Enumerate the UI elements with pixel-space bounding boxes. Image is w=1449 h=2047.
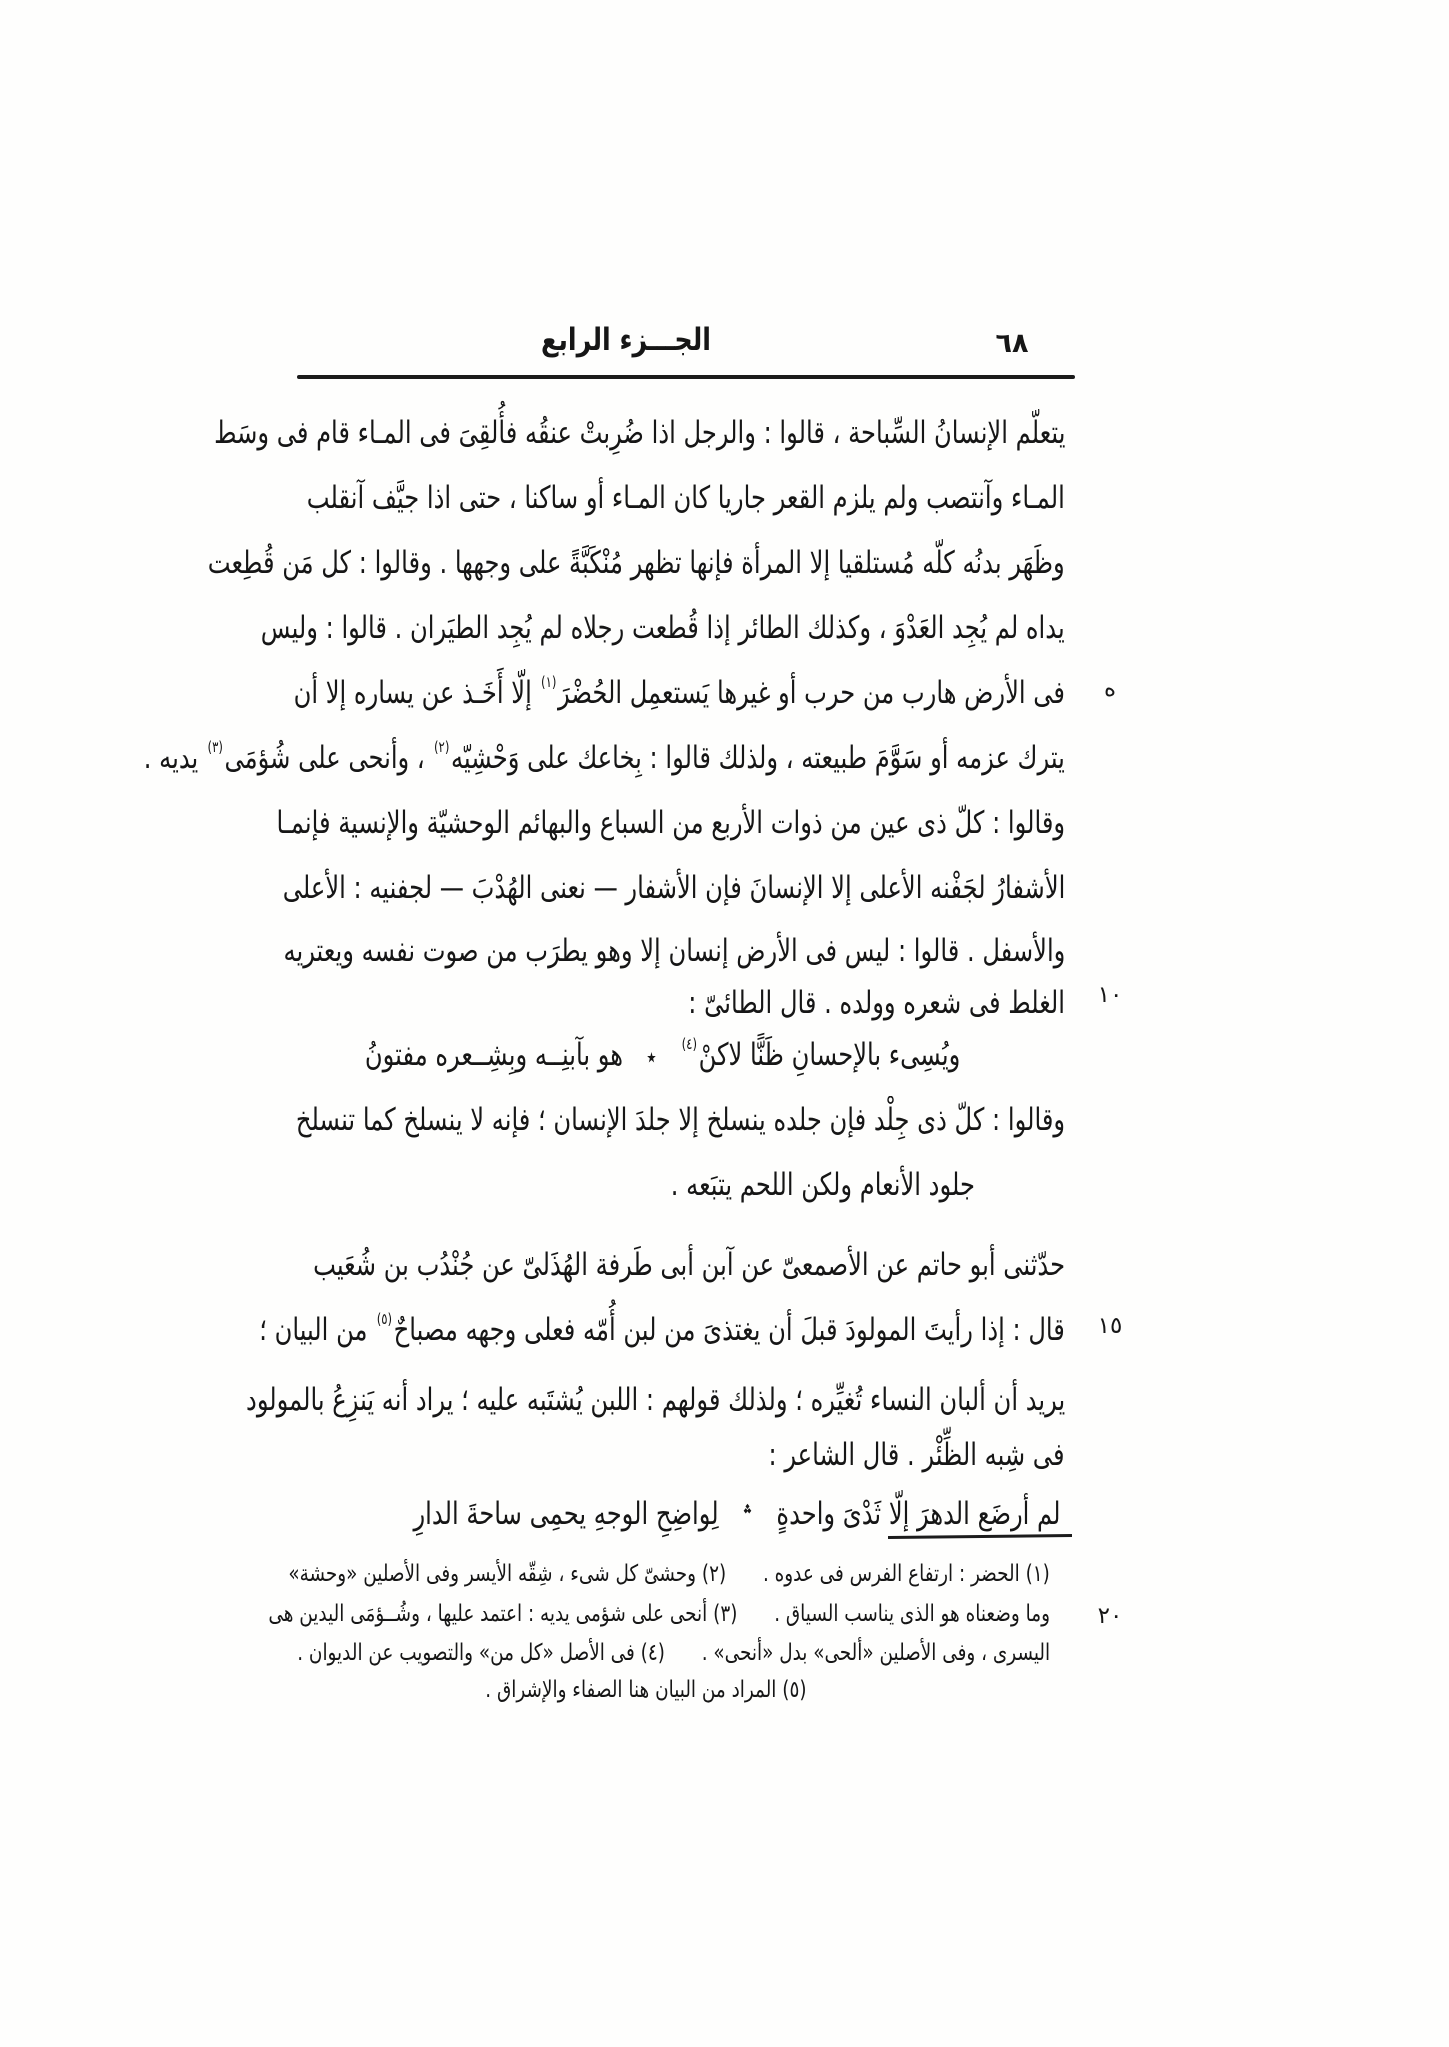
- margin-line-number-5: ه: [1103, 676, 1117, 702]
- footnote-line-2: وما وضعناه هو الذى يناسب السياق . (٣) أنحى على شؤمى يديه : اعتمد عليها ، وشُــؤمَى اليدين هى: [268, 1601, 1050, 1627]
- footnote-marker-5: (٥): [376, 1310, 393, 1328]
- body-line-6-text: يترك عزمه أو سَوَّمَ طبيعته ، ولذلك قالوا : بِخاعك على وَحْشِيّه: [451, 740, 1065, 776]
- body-line-6-text-end: يديه .: [143, 740, 207, 776]
- body-line-3: [208, 542, 1065, 584]
- footnote-marker-4: (٤): [681, 1035, 697, 1053]
- body-line-14-text: قال : إذا رأيتَ المولودَ قبلَ أن يغتذىَ من لبن أُمّه فعلى وجهه مصباحٌ: [393, 1312, 1065, 1348]
- footnote-separator-rule: [888, 1534, 1072, 1539]
- margin-line-number-10: ١٠: [1097, 982, 1123, 1008]
- body-line-15-text: يريد أن ألبان النساء تُغيِّره ؛ ولذلك قولهم : اللبن يُشتَبه عليه ؛ يراد أنه يَنزِعُ بالمولود: [245, 1382, 1065, 1418]
- body-line-10: [688, 982, 1065, 1024]
- margin-line-number-15: ١٥: [1097, 1313, 1123, 1339]
- page-title: الجـــزء الرابع: [541, 322, 711, 358]
- body-line-10-text: الغلط فى شعره وولده . قال الطائىّ :: [688, 985, 1065, 1021]
- body-line-12-text: جلود الأنعام ولكن اللحم يتبَعه .: [670, 1167, 975, 1203]
- footnote-marker-1: (١): [541, 673, 557, 691]
- verse-1-first-hemistich: ويُسِىء بالإحسانِ ظَنًّا لاكنْ: [698, 1037, 960, 1073]
- body-line-15: [246, 1379, 1065, 1421]
- body-line-14-text-cont: من البيان ؛: [259, 1312, 376, 1348]
- verse-2-second-hemistich: لِواضِحِ الوجهِ يحمِى ساحةَ الدارِ: [413, 1496, 720, 1532]
- verse-separator-icon: ٭: [646, 1043, 657, 1071]
- verse-2-first-hemistich: لم أرضَع الدهرَ إلّا ثَدْىَ واحدةٍ: [776, 1496, 1061, 1532]
- body-line-6-text-cont: ، وأنحى على شُؤمَى: [224, 740, 433, 776]
- footnote-marker-2: (٢): [434, 738, 450, 756]
- body-line-16: [769, 1434, 1065, 1476]
- body-line-7: [276, 802, 1065, 844]
- body-line-11-text: وقالوا : كلّ ذى جِلْد فإن جلده ينسلخ إلا جلدَ الإنسان ؛ فإنه لا ينسلخ كما تنسلخ: [295, 1102, 1065, 1138]
- body-line-5: [294, 672, 1065, 714]
- body-line-13-text: حدّثنى أبو حاتم عن الأصمعىّ عن آبن أبى طَرفة الهُذَلىّ عن جُنْدُب بن شُعَيب: [313, 1247, 1065, 1283]
- margin-line-number-20: ٢٠: [1097, 1603, 1123, 1629]
- body-line-2: [307, 477, 1065, 519]
- footnote-line-1: (١) الحضر : ارتفاع الفرس فى عدوه . (٢) وحشىّ كل شىء ، شِقّه الأيسر وفى الأصلين «وحشة»: [288, 1561, 1050, 1587]
- body-line-6: [144, 737, 1065, 779]
- body-line-5-text-cont: إلّا أَخَـذ عن يساره إلا أن: [293, 675, 540, 711]
- body-line-8-text: الأشفارُ لجَفْنه الأعلى إلا الإنسانَ فإن الأشفار — نعنى الهُدْبَ — لجفنيه : الأعلى: [282, 870, 1065, 906]
- verse-separator-icon: ؞: [742, 1502, 754, 1530]
- body-line-4-text: يداه لم يُجِد العَدْوَ ، وكذلك الطائر إذا قُطعت رجلاه لم يُجِد الطيَران . قالوا : وليس: [261, 610, 1065, 646]
- body-line-13: [313, 1244, 1065, 1286]
- body-line-11: [296, 1099, 1065, 1141]
- body-line-4: [261, 607, 1065, 649]
- verse-line-1: [365, 1034, 960, 1078]
- body-line-8: [282, 867, 1065, 909]
- body-line-1-text: يتعلّم الإنسانُ السِّباحة ، قالوا : والرجل اذا ضُرِبتْ عنقُه فأُلقِىَ فى المـاء قام فى وسَط: [213, 415, 1065, 451]
- body-line-3-text: وظَهَر بدنُه كلّه مُستلقيا إلا المرأة فإنها تظهر مُنْكَبَّةً على وجهها . وقالوا : كل مَن قُطِعت: [208, 545, 1065, 581]
- header-rule: [297, 375, 1075, 379]
- footnote-marker-3: (٣): [207, 738, 224, 756]
- body-line-1: [214, 412, 1065, 454]
- body-line-9: [283, 930, 1065, 972]
- body-line-5-text: فى الأرض هارب من حرب أو غيرها يَستعمِل الحُضْرَ: [558, 675, 1065, 711]
- body-line-9-text: والأسفل . قالوا : ليس فى الأرض إنسان إلا وهو يطرَب من صوت نفسه ويعتريه: [283, 933, 1065, 969]
- body-line-12: [671, 1164, 975, 1206]
- body-line-2-text: المـاء وآنتصب ولم يلزم القعر جاريا كان المـاء أو ساكنا ، حتى اذا جيَّف آنقلب: [306, 480, 1065, 516]
- page-number: ٦٨: [995, 328, 1029, 359]
- footnote-line-3: اليسرى ، وفى الأصلين «ألحى» بدل «أنحى» . (٤) فى الأصل «كل من» والتصويب عن الديوان .: [297, 1640, 1050, 1666]
- verse-line-2: [414, 1493, 1061, 1537]
- body-line-14: [259, 1309, 1065, 1351]
- body-line-7-text: وقالوا : كلّ ذى عين من ذوات الأربع من السباع والبهائم الوحشيّة والإنسية فإنمـا: [276, 805, 1065, 841]
- footnote-line-4: (٥) المراد من البيان هنا الصفاء والإشراق .: [485, 1677, 807, 1703]
- verse-1-second-hemistich: هو بآبنِــه وبِشِــعره مفتونُ: [364, 1037, 623, 1073]
- body-line-16-text: فى شِبه الظِّئْر . قال الشاعر :: [768, 1437, 1065, 1473]
